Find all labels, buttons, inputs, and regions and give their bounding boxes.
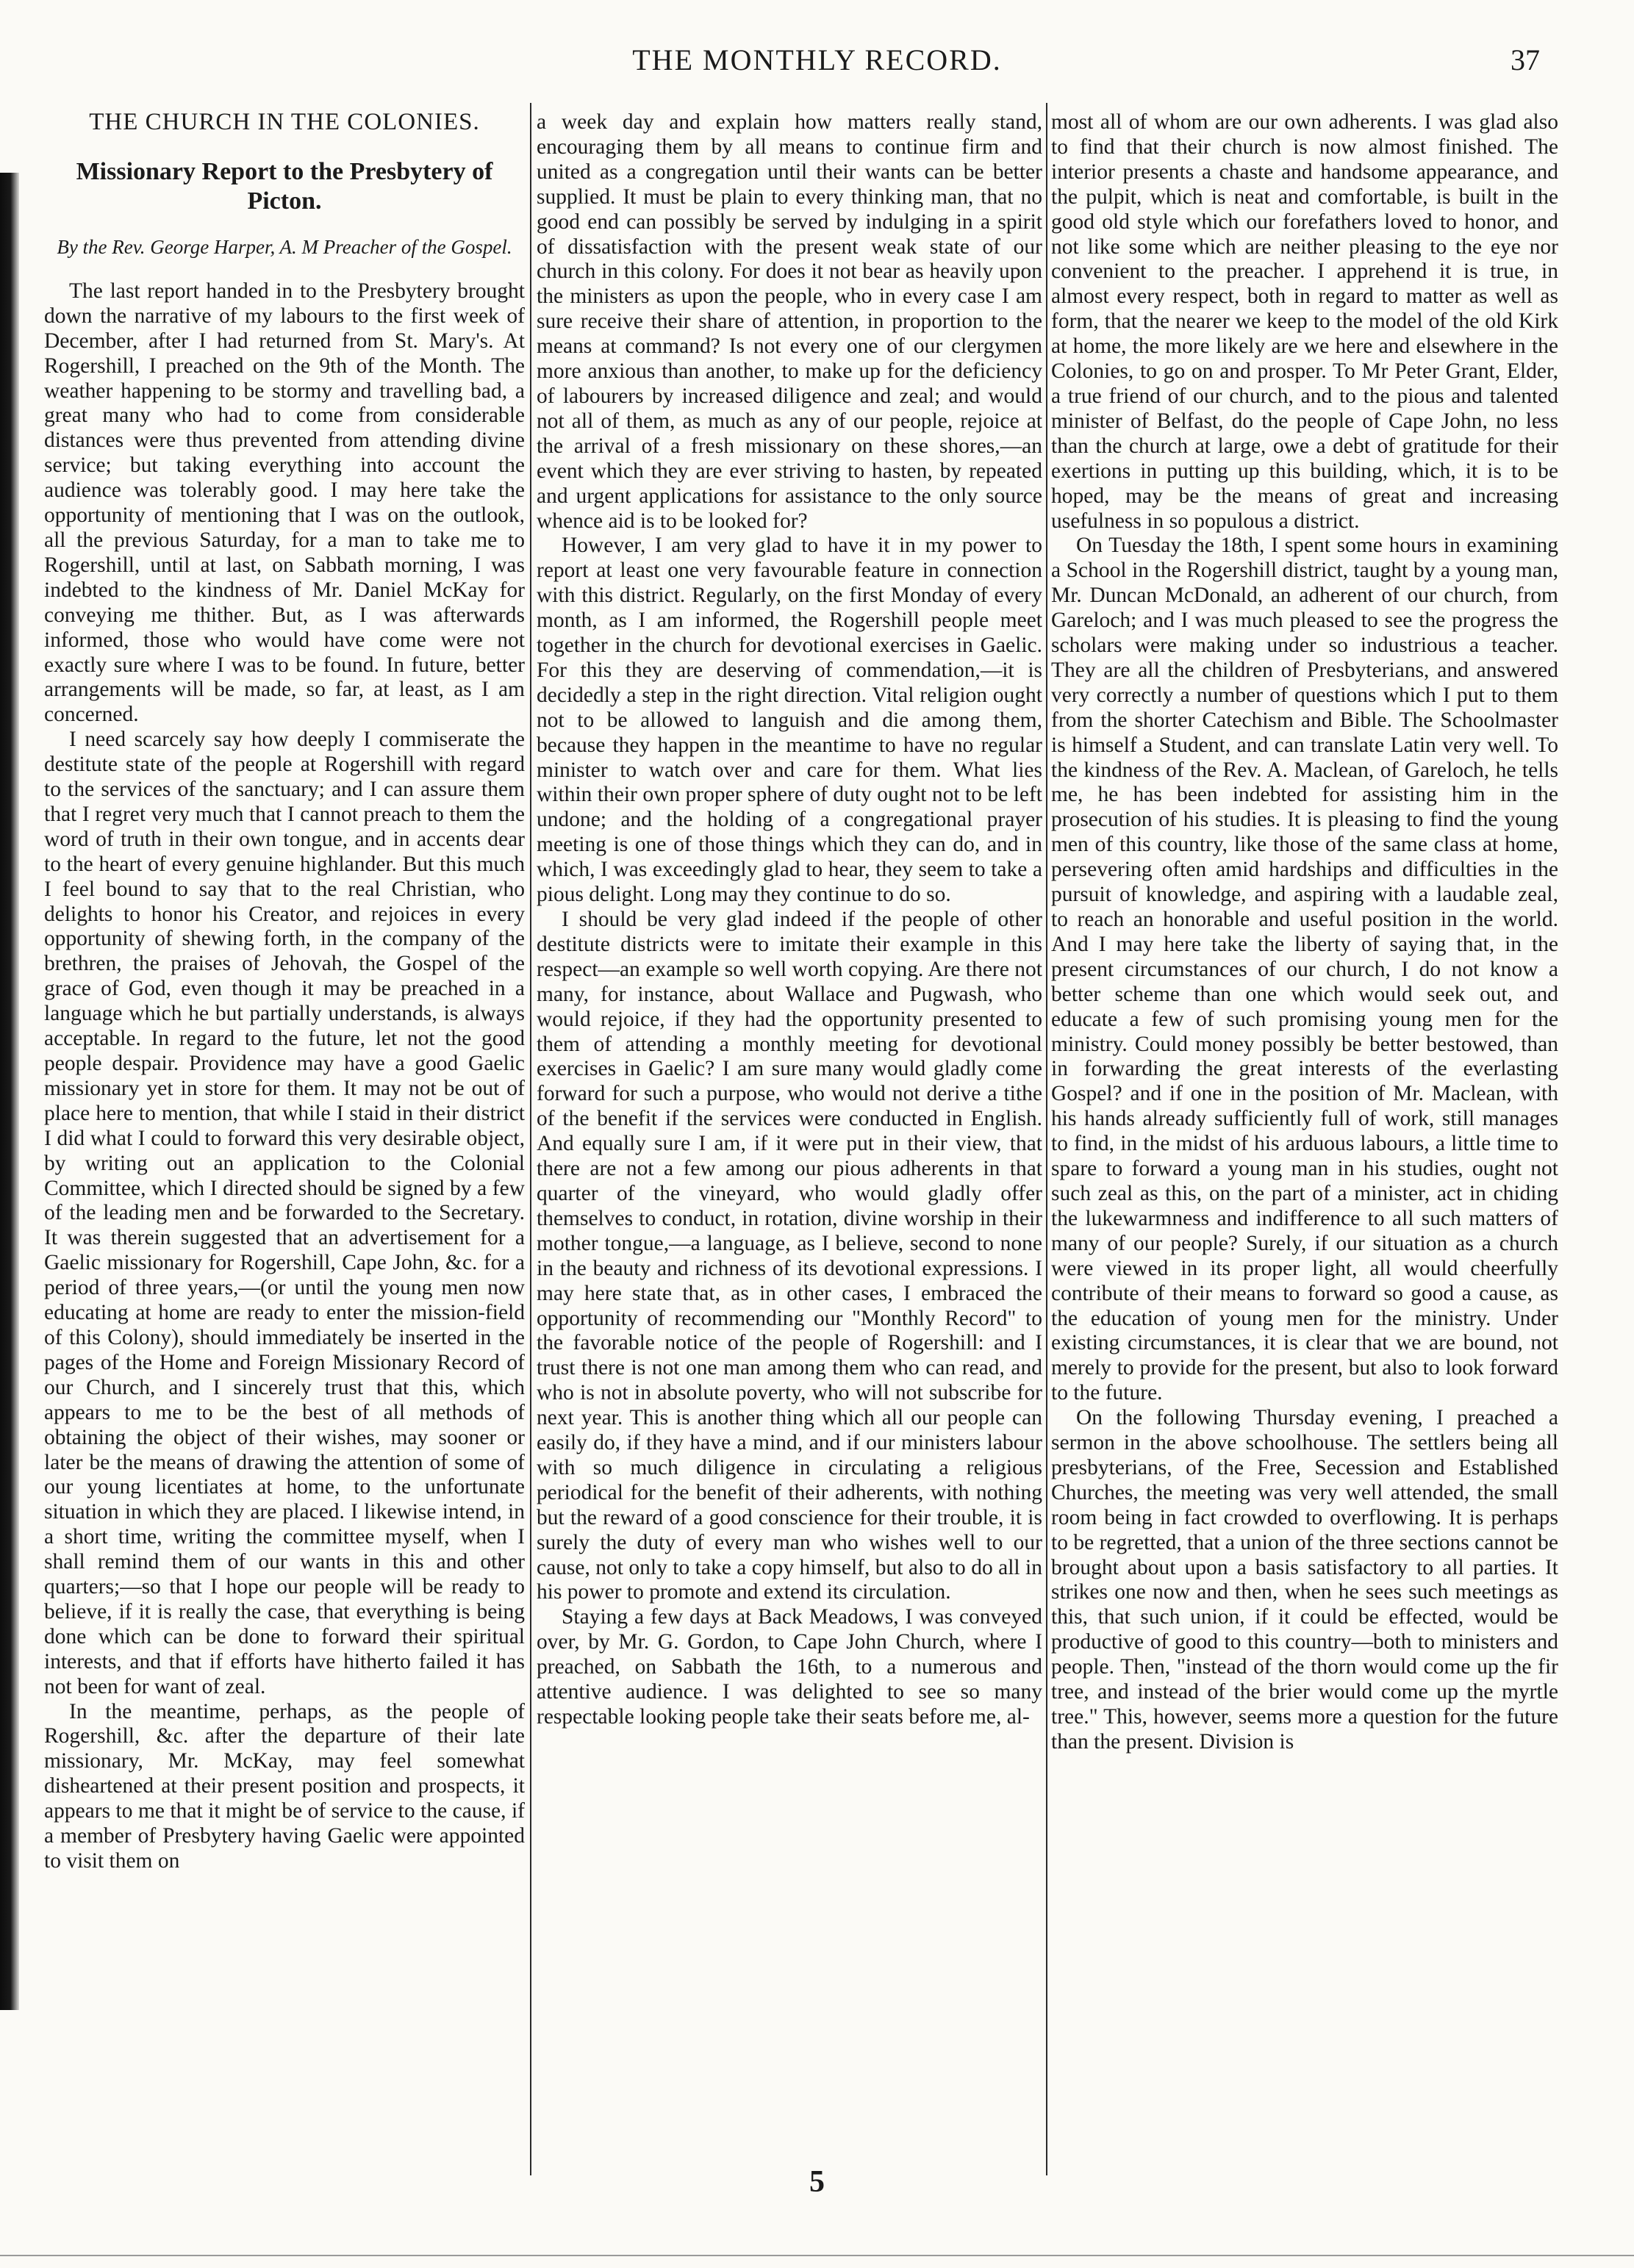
- running-title: THE MONTHLY RECORD.: [632, 43, 1002, 76]
- paragraph: Staying a few days at Back Meadows, I was conveyed over, by Mr. G. Gordon, to Cape John Church, where I preached, on Sabbath the 16th, to a numerous and attentive audience. I was delighted to see so many respectable looking people take their seats before me, al-: [537, 1605, 1042, 1729]
- page-number: 37: [1511, 43, 1540, 76]
- byline: By the Rev. George Harper, A. M Preacher of the Gospel.: [57, 235, 512, 258]
- column-divider: [530, 103, 531, 2175]
- footer-rule: [0, 2255, 1634, 2256]
- paragraph: I should be very glad indeed if the people of other destitute districts were to imitate their example in this respect—an example so well worth copying. Are there not many, for instance, about Wallace and Pugwash, who would rejoice, if they had the opportunity presented to them of attending a monthly meeting for devotional exercises in Gaelic? I am sure many would gladly come forward for such a purpose, who would not derive a tithe of the benefit if the services were conducted in English. And equally sure I am, if it were put in their view, that there are not a few among our pious adherents in that quarter of the vineyard, who would gladly offer themselves to conduct, in rotation, divine worship in their mother tongue,—a language, as I believe, second to none in the beauty and richness of its devotional expressions. I may here state that, as in other cases, I embraced the opportunity of recommending our "Monthly Record" to the favorable notice of the people of Rogershill: and I trust there is not one man among them who can read, and who is not in absolute poverty, who will not subscribe for next year. This is another thing which all our people can easily do, if they have a mind, and if our ministers labour with so much diligence in circulating a religious periodical for the benefit of their adherents, with nothing but the reward of a good conscience for their trouble, it is surely the duty of every man who wishes well to our cause, not only to take a copy himself, but also to do all in his power to promote and extend its circulation.: [537, 908, 1042, 1604]
- paragraph: a week day and explain how matters really stand, encouraging them by all means to continue firm and united as a congregation until their wants can be better supplied. It must be plain to every thinking man, that no good end can possibly be served by indulging in a spirit of dissatisfaction with the present weak state of our church in this colony. For does it not bear as heavily upon the ministers as upon the people, who in every case I am sure receive their share of attention, in proportion to the means at command? Is not every one of our clergymen more anxious than another, to make up for the deficiency of labourers by increased diligence and zeal; and would not all of them, as much as any of our people, rejoice at the arrival of a fresh missionary on these shores,—an event which they are ever striving to hasten, by repeated and urgent applications for assistance to the only source whence aid is to be looked for?: [537, 110, 1042, 533]
- section-title: THE CHURCH IN THE COLONIES.: [89, 110, 480, 135]
- column-3: [1051, 110, 1558, 2161]
- paragraph: most all of whom are our own adherents. I was glad also to find that their church is now almost finished. The interior presents a chaste and handsome appearance, and the pulpit, which is neat and comfortable, is built in the good old style which our forefathers loved to honor, and not like some which are neither pleasing to the eye nor convenient to the preacher. I apprehend it is true, in almost every respect, both in regard to matter as well as form, that the nearer we keep to the model of the old Kirk at home, the more likely are we here and elsewhere in the Colonies, to go on and prosper. To Mr Peter Grant, Elder, a true friend of our church, and to the pious and talented minister of Belfast, do the people of Cape John, no less than the church at large, owe a debt of gratitude for their exertions in putting up this building, which, it is to be hoped, may be the means of great and increasing usefulness in so populous a district.: [1051, 110, 1558, 533]
- paragraph: The last report handed in to the Presbytery brought down the narrative of my labours to the first week of December, after I had returned from St. Mary's. At Rogershill, I preached on the 9th of the Month. The weather happening to be stormy and travelling bad, a great many who had to come from considerable distances were thus prevented from attending divine service; but taking everything into account the audience was tolerably good. I may here take the opportunity of mentioning that I was on the outlook, all the previous Saturday, for a man to take me to Rogershill, until at last, on Sabbath morning, I was indebted to the kindness of Mr. Daniel McKay for conveying me thither. But, as I was afterwards informed, those who would have come were not exactly sure where I was to be found. In future, better arrangements will be made, so far, at least, as I am concerned.: [44, 279, 525, 727]
- paragraph: On Tuesday the 18th, I spent some hours in examining a School in the Rogershill district, taught by a young man, Mr. Duncan McDonald, an adherent of our church, from Gareloch; and I was much pleased to see the progress the scholars were making under so industrious a teacher. They are all the children of Presbyterians, and answered very correctly a number of questions which I put to them from the shorter Catechism and Bible. The Schoolmaster is himself a Student, and can translate Latin very well. To the kindness of the Rev. A. Maclean, of Gareloch, he tells me, he has been indebted for assisting him in the prosecution of his studies. It is pleasing to find the young men of this country, like those of the same class at home, persevering often amid hardships and difficulties in the pursuit of knowledge, and aspiring with a laudable zeal, to reach an honorable and useful position in the world. And I may here take the liberty of saying that, in the present circumstances of our church, I do not know a better scheme than one which would seek out, and educate a few of such promising young men for the ministry. Could money possibly be better bestowed, than in forwarding the great interests of the everlasting Gospel? and if one in the position of Mr. Maclean, with his hands already sufficiently full of work, still manages to find, in the midst of his arduous labours, a little time to spare to forward a young man in his studies, ought not such zeal as this, on the part of a minister, act in chiding the lukewarmness and indifference to all such matters of many of our people? Surely, if our situation as a church were viewed in its proper light, all would cheerfully contribute of their means to forward so good a cause, as the education of young men for the ministry. Under existing circumstances, it is clear that we are bound, not merely to provide for the present, but also to look forward to the future.: [1051, 534, 1558, 1405]
- page-binding-shadow: [0, 173, 19, 2010]
- column-2: [537, 110, 1042, 2161]
- column-divider: [1046, 103, 1047, 2175]
- paragraph: In the meantime, perhaps, as the people of Rogershill, &c. after the departure of their late missionary, Mr. McKay, may feel somewhat disheartened at their present position and prospects, it appears to me that it might be of service to the cause, if a member of Presbytery having Gaelic were appointed to visit them on: [44, 1699, 525, 1873]
- report-title: Missionary Report to the Presbytery of Picton.: [76, 157, 493, 215]
- paragraph: On the following Thursday evening, I preached a sermon in the above schoolhouse. The settlers being all presbyterians, of the Free, Secession and Established Churches, the meeting was very well attended, the small room being in fact crowded to overflowing. It is perhaps to be regretted, that a union of the three sections cannot be brought about upon a basis satisfactory to all parties. It strikes one now and then, when he sees such meetings as this, that such union, if it could be effected, would be productive of good to this country—both to ministers and people. Then, "instead of the thorn would come up the fir tree, and instead of the brier would come up the myrtle tree." This, however, seems more a question for the future than the present. Division is: [1051, 1406, 1558, 1754]
- page-header: [0, 43, 1634, 87]
- paragraph: However, I am very glad to have it in my power to report at least one very favourable feature in connection with this district. Regularly, on the first Monday of every month, as I am informed, the Rogershill people meet together in the church for devotional exercises in Gaelic. For this they are deserving of commendation,—it is decidedly a step in the right direction. Vital religion ought not to be allowed to languish and die among them, because they happen in the meantime to have no regular minister to watch over and care for them. What lies within their own proper sphere of duty ought not to be left undone; and the holding of a congregational prayer meeting is one of those things which they can do, and in which, I was exceedingly glad to hear, they seem to take a pious delight. Long may they continue to do so.: [537, 534, 1042, 907]
- column-1: [44, 110, 525, 2161]
- paragraph: I need scarcely say how deeply I commiserate the destitute state of the people at Rogershill with regard to the services of the sanctuary; and I can assure them that I regret very much that I cannot preach to them the word of truth in their own tongue, and in accents dear to the heart of every genuine highlander. But this much I feel bound to say that to the real Christian, who delights to honor his Creator, and rejoices in every opportunity of shewing forth, in the company of the brethren, the praises of Jehovah, the Gospel of the grace of God, even though it may be preached in a language which he but partially understands, is always acceptable. In regard to the future, let not the good people despair. Providence may have a good Gaelic missionary yet in store for them. It may not be out of place here to mention, that while I staid in their district I did what I could to forward this very desirable object, by writing out an application to the Colonial Committee, which I directed should be signed by a few of the leading men and be forwarded to the Secretary. It was therein suggested that an advertisement for a Gaelic missionary for Rogershill, Cape John, &c. for a period of three years,—(or until the young men now educating at home are ready to enter the mission-field of this Colony), should immediately be inserted in the pages of the Home and Foreign Missionary Record of our Church, and I sincerely trust that this, which appears to me to be the best of all methods of obtaining the object of their wishes, may sooner or later be the means of drawing the attention of some of our young licentiates at home, to the unfortunate situation in which they are placed. I likewise intend, in a short time, writing the committee myself, when I shall remind them of our wants in this and other quarters;—so that I hope our people will be ready to believe, if it is really the case, that everything is being done which can be done to forward their spiritual interests, and that if efforts have hitherto failed it has not been for want of zeal.: [44, 728, 525, 1698]
- signature-mark: 5: [809, 2165, 825, 2199]
